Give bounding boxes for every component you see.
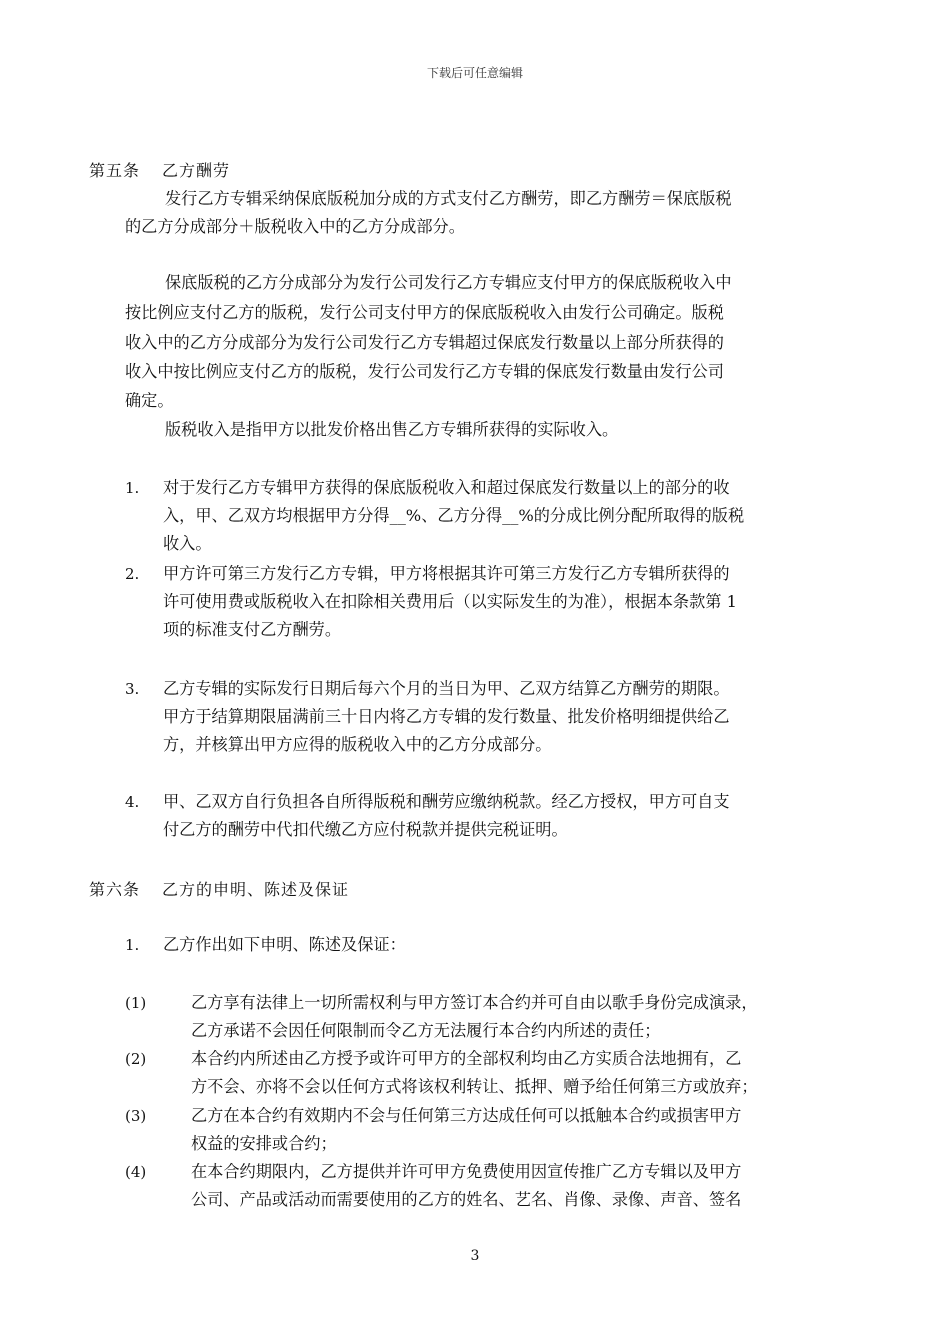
paragraph-line: 确定。: [125, 391, 174, 410]
list-item-line: 方，并核算出甲方应得的版税收入中的乙方分成部分。: [163, 735, 552, 754]
list-item-line: 项的标准支付乙方酬劳。: [163, 620, 342, 639]
list-item-line: 甲方许可第三方发行乙方专辑，甲方将根据其许可第三方发行乙方专辑所获得的: [163, 564, 730, 583]
paragraph-line: 发行乙方专辑采纳保底版税加分成的方式支付乙方酬劳，即乙方酬劳＝保底版税: [165, 189, 732, 208]
paragraph-line: 收入中的乙方分成部分为发行公司发行乙方专辑超过保底发行数量以上部分所获得的: [125, 333, 724, 352]
article6-title: 乙方的申明、陈述及保证: [162, 880, 350, 899]
list-item-line: 对于发行乙方专辑甲方获得的保底版税收入和超过保底发行数量以上的部分的收: [163, 478, 730, 497]
list-item-line: 付乙方的酬劳中代扣代缴乙方应付税款并提供完税证明。: [163, 820, 568, 839]
paragraph-line: 收入中按比例应支付乙方的版税，发行公司发行乙方专辑的保底发行数量由发行公司: [125, 362, 724, 381]
paragraph-line: 版税收入是指甲方以批发价格出售乙方专辑所获得的实际收入。: [165, 420, 619, 439]
list-item-line: 甲方于结算期限届满前三十日内将乙方专辑的发行数量、批发价格明细提供给乙: [163, 707, 730, 726]
subitem-number: (2): [125, 1050, 147, 1068]
header-note: 下载后可任意编辑: [426, 66, 523, 80]
subitem-line: 乙方在本合约有效期内不会与任何第三方达成任何可以抵触本合约或损害甲方: [191, 1106, 742, 1125]
subitem-line: 乙方承诺不会因任何限制而令乙方无法履行本合约内所述的责任；: [191, 1021, 661, 1040]
subitem-line: 方不会、亦将不会以任何方式将该权利转让、抵押、赠予给任何第三方或放弃；: [191, 1077, 758, 1096]
article5-title: 乙方酬劳: [162, 161, 231, 180]
list-item-line: 乙方专辑的实际发行日期后每六个月的当日为甲、乙双方结算乙方酬劳的期限。: [163, 679, 730, 698]
paragraph-line: 按比例应支付乙方的版税，发行公司支付甲方的保底版税收入由发行公司确定。版税: [125, 303, 724, 322]
article5-number: 第五条: [89, 161, 141, 180]
article5-heading: [89, 158, 230, 181]
paragraph-line: 保底版税的乙方分成部分为发行公司发行乙方专辑应支付甲方的保底版税收入中: [165, 273, 732, 292]
list-item-number: 1.: [125, 936, 140, 954]
list-item-line: 收入。: [163, 534, 212, 553]
subitem-number: (1): [125, 994, 147, 1012]
article6-number: 第六条: [89, 880, 141, 899]
list-item-line: 甲、乙双方自行负担各自所得版税和酬劳应缴纳税款。经乙方授权，甲方可自支: [163, 792, 730, 811]
article6-heading: [89, 877, 349, 900]
subitem-line: 公司、产品或活动而需要使用的乙方的姓名、艺名、肖像、录像、声音、签名: [191, 1190, 742, 1209]
list-item-number: 2.: [125, 565, 140, 583]
subitem-line: 在本合约期限内，乙方提供并许可甲方免费使用因宣传推广乙方专辑以及甲方: [191, 1162, 742, 1181]
list-item-number: 1.: [125, 479, 140, 497]
subitem-number: (3): [125, 1107, 147, 1125]
subitem-number: (4): [125, 1163, 147, 1181]
subitem-line: 乙方享有法律上一切所需权利与甲方签订本合约并可自由以歌手身份完成演录，: [191, 993, 758, 1012]
list-item-number: 4.: [125, 793, 140, 811]
paragraph-line: 的乙方分成部分＋版税收入中的乙方分成部分。: [125, 217, 465, 236]
list-item-line: 许可使用费或版税收入在扣除相关费用后（以实际发生的为准），根据本条款第 1: [163, 592, 737, 611]
subitem-line: 权益的安排或合约；: [191, 1134, 337, 1153]
list-item-line: 入，甲、乙双方均根据甲方分得__%、乙方分得__%的分成比例分配所取得的版税: [163, 506, 745, 525]
list-item-line: 乙方作出如下申明、陈述及保证：: [163, 935, 406, 954]
list-item-number: 3.: [125, 680, 140, 698]
subitem-line: 本合约内所述由乙方授予或许可甲方的全部权利均由乙方实质合法地拥有，乙: [191, 1049, 742, 1068]
page-number: 3: [470, 1248, 480, 1264]
